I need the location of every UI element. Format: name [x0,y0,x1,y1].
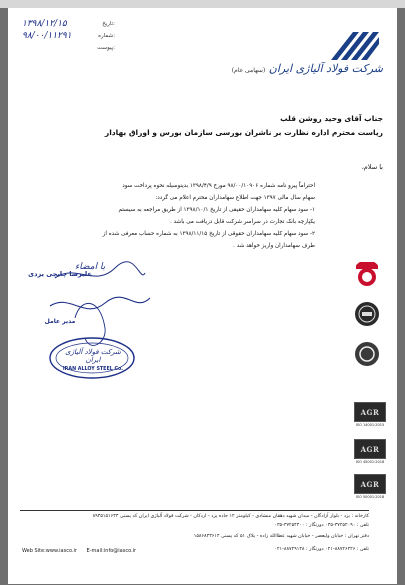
attachment-row [20,42,115,54]
factory-phone-row [20,523,369,531]
number-value: ۹۸/۰۰/۱۱۲۹۱ [22,31,72,41]
stamp-text-fa: شرکت فولاد آلیاژی ایران [65,348,121,364]
signatory-name: علیرضا چایچی یزدی [28,270,92,278]
body-line: طرف سهامداران واریز خواهد شد . [233,243,315,249]
letter-body [60,180,315,252]
body-line: سهام سال مالی ۱۳۹۷ جهت اطلاع سهامداران محترم اعلام می گردد: [155,195,315,201]
agr-logo: AGR [354,439,386,459]
body-line: ۲- سود سهام کلیه سهامداران حقوقی از تاریخ ۱۳۹۸/۱۱/۱۵ به شماره حساب معرفی شده از [102,231,315,237]
certification-badge-icon [353,260,381,288]
certification-badge-icon [353,300,381,328]
greeting: با سلام، [361,163,383,171]
agr-logo: AGR [354,402,386,422]
stamp-text-en: IRAN ALLOY STEEL Co. [62,367,124,372]
certification-column [353,260,387,503]
company-name [173,62,383,75]
footer-divider [20,510,369,511]
factory-phone: تلفن : ۳۷۲۵۲۰۹۰-۰۳۵ دورنگار : ۳۷۲۵۴۴۰۰-۰۳۵ [274,523,369,528]
handwritten-note: با امضاء [75,262,106,272]
certification-badge [354,474,386,499]
recipient-title: ریاست محترم اداره نظارت بر ناشران بورسی سازمان بورس و اوراق بهادار [104,128,383,137]
company-type: (سهامی عام) [231,67,266,74]
certification-badge [354,439,386,464]
date-label: تاریخ: [102,21,115,27]
website-link[interactable]: Web Site:www.iasco.ir [22,548,77,554]
recipient-name: جناب آقای وحید روشن قلب [280,114,383,123]
email-link[interactable]: E-mail:info@iasco.ir [86,548,137,554]
factory-address [20,514,369,522]
cert-caption: ISO 50001:2018 [355,495,385,499]
number-label: شماره: [98,33,115,39]
date-row [20,18,115,30]
company-name-text: شرکت فولاد آلیاژی ایران [268,62,383,75]
factory-line: کارخانه : یزد - بلوار آزادگان - میدان شهید دهقان منشادی - کیلومتر ۱۲ جاده یزد - اردکان - شرکت فولاد آلیاژی ایران کد پستی ۸۹۳۵۱۵۱۶۴۳ [92,514,369,519]
attachment-label: پیوست: [97,45,115,51]
body-line: احتراماً پیرو نامه شماره ۹۸/۰۰/۱۰۹۰۶ مورخ ۱۳۹۸/۴/۹ بدینوسیله نحوه پرداخت سود [122,183,315,189]
web-contact [22,548,136,554]
cert-caption: ISO 45001:2018 [355,460,385,464]
certification-badge [354,402,386,427]
agr-logo: AGR [354,474,386,494]
signatory-title: مدیر عامل [44,318,76,325]
body-line: ۱- سود سهام کلیه سهامداران حقیقی از تاریخ ۱۳۹۸/۱۰/۱ از طریق مراجعه به سیستم [118,207,315,213]
recipient-block [38,112,383,140]
office-address [20,534,369,542]
body-line: یکپارچه بانک تجارت در سراسر شرکت قابل دریافت می باشد . [170,219,315,225]
office-phone: تلفن : ۸۸۷۲۶۴۲۶-۰۲۱ دورنگار : ۸۸۷۲۹۱۴۸-۰۲۱ [274,547,369,552]
letter-meta [20,18,115,54]
viewer-top-bar [0,0,405,8]
date-value: ۱۳۹۸/۱۲/۱۵ [22,19,67,29]
cert-caption: ISO 14001:2015 [355,423,385,427]
certification-badge-icon [353,340,381,368]
office-line: دفتر تهران : خیابان ولیعصر - خیابان شهید عطاالله زاده - پلاک ۵۱ کد پستی ۱۵۸۶۸۴۳۶۱۴ [193,534,369,539]
number-row [20,30,115,42]
